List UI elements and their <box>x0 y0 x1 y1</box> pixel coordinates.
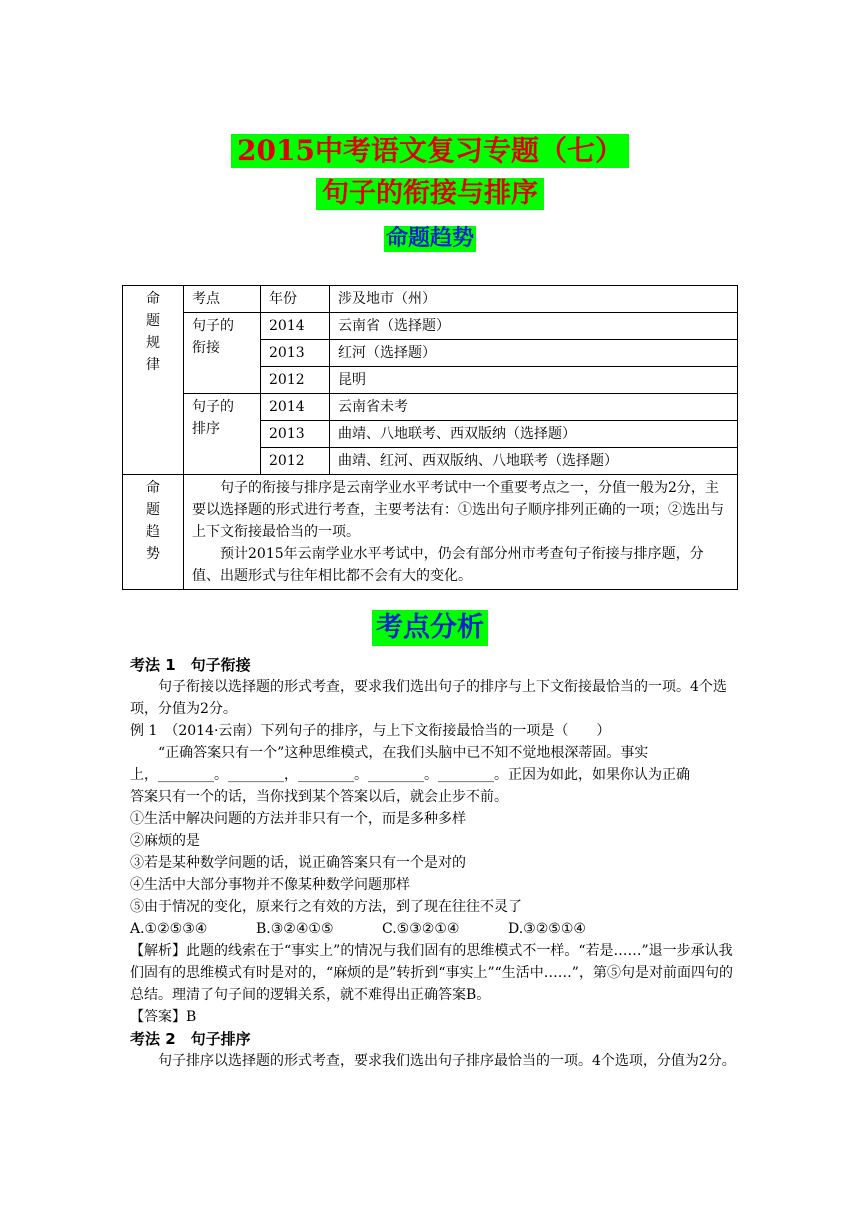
option-c: C.⑤③②①④ <box>382 921 460 937</box>
document-subtitle-text: 句子的衔接与排序 <box>316 178 544 210</box>
header-region: 涉及地市（州） <box>330 286 738 313</box>
region-cell: 昆明 <box>330 367 738 394</box>
method1-description: 句子衔接以选择题的形式考查，要求我们选出句子的排序与上下文衔接最恰当的一项。4个选项，分值为2分。 <box>130 679 727 717</box>
header-year: 年份 <box>261 286 330 313</box>
document-title <box>0 134 860 168</box>
sentence-item: ④生活中大部分事物并不像某种数学问题那样 <box>130 877 410 893</box>
trend-heading <box>0 226 860 252</box>
region-cell: 云南省（选择题） <box>330 313 738 340</box>
sentence-item: ①生活中解决问题的方法并非只有一个，而是多种多样 <box>130 811 466 827</box>
year-cell: 2014 <box>261 394 330 421</box>
passage-line: “正确答案只有一个”这种思维模式，在我们头脑中已不知不觉地根深蒂固。事实 <box>158 745 649 761</box>
analysis-heading <box>0 610 860 646</box>
sentence-item: ⑤由于情况的变化，原来行之有效的方法，到了现在往往不灵了 <box>130 899 522 915</box>
year-cell: 2014 <box>261 313 330 340</box>
sentence-item: ②麻烦的是 <box>130 833 200 849</box>
year-cell: 2012 <box>261 448 330 475</box>
document-title-text: 2015中考语文复习专题（七） <box>231 134 629 168</box>
region-cell: 云南省未考 <box>330 394 738 421</box>
passage-line: 上，________。________，________。________。________。正因为如此，如果你认为正确 <box>130 767 690 783</box>
method2-heading: 考法 2 句子排序 <box>130 1030 251 1048</box>
trend-table <box>122 285 738 590</box>
table-row <box>123 475 738 590</box>
example-question: 例 1 （2014·云南）下列句子的排序，与上下文衔接最恰当的一项是（ ） <box>130 723 611 739</box>
trend-paragraph: 预计2015年云南学业水平考试中，仍会有部分州市考查句子衔接与排序题，分值、出题形式与往年相比都不会有大的变化。 <box>192 546 704 584</box>
year-cell: 2013 <box>261 421 330 448</box>
answer-text: 【答案】B <box>130 1009 197 1025</box>
year-cell: 2013 <box>261 340 330 367</box>
option-a: A.①②⑤③④ <box>130 921 208 937</box>
option-d: D.③②⑤①④ <box>508 921 586 937</box>
region-cell: 曲靖、八地联考、西双版纳（选择题） <box>330 421 738 448</box>
analysis-heading-text: 考点分析 <box>372 610 488 646</box>
trend-description-cell <box>184 475 738 590</box>
trend-heading-text: 命题趋势 <box>385 226 474 251</box>
passage-line: 答案只有一个的话，当你找到某个答案以后，就会止步不前。 <box>130 789 508 805</box>
trend-paragraph: 句子的衔接与排序是云南学业水平考试中一个重要考点之一，分值一般为2分，主要以选择题的形式进行考查，主要考法有：①选出句子顺序排列正确的一项；②选出与上下文衔接最恰当的一项。 <box>192 480 724 540</box>
method1-heading: 考法 1 句子衔接 <box>130 656 251 674</box>
trend-label-cell: 命 题 趋 势 <box>123 475 184 590</box>
analysis-body <box>130 654 738 1072</box>
table-row <box>123 313 738 340</box>
analysis-text: 【解析】此题的线索在于“事实上”的情况与我们固有的思维模式不一样。“若是……”退一步承认我们固有的思维模式有时是对的，“麻烦的是”转折到“事实上”“生活中……”，第⑤句是对前面四句的总结。理清了句子间的逻辑关系，就不难得出正确答案B。 <box>130 943 733 1003</box>
answer-options <box>130 918 738 940</box>
table-row <box>123 286 738 313</box>
region-cell: 红河（选择题） <box>330 340 738 367</box>
year-cell: 2012 <box>261 367 330 394</box>
option-b: B.③②④①⑤ <box>256 921 334 937</box>
table-row <box>123 394 738 421</box>
method2-description: 句子排序以选择题的形式考查，要求我们选出句子排序最恰当的一项。4个选项，分值为2分。 <box>158 1053 736 1069</box>
header-kaodian: 考点 <box>184 286 261 313</box>
sentence-item: ③若是某种数学问题的话，说正确答案只有一个是对的 <box>130 855 466 871</box>
document-subtitle <box>0 178 860 210</box>
rule-label-cell: 命 题 规 律 <box>123 286 184 475</box>
region-cell: 曲靖、红河、西双版纳、八地联考（选择题） <box>330 448 738 475</box>
group-name-cell: 句子的 排序 <box>184 394 261 475</box>
group-name-cell: 句子的 衔接 <box>184 313 261 394</box>
